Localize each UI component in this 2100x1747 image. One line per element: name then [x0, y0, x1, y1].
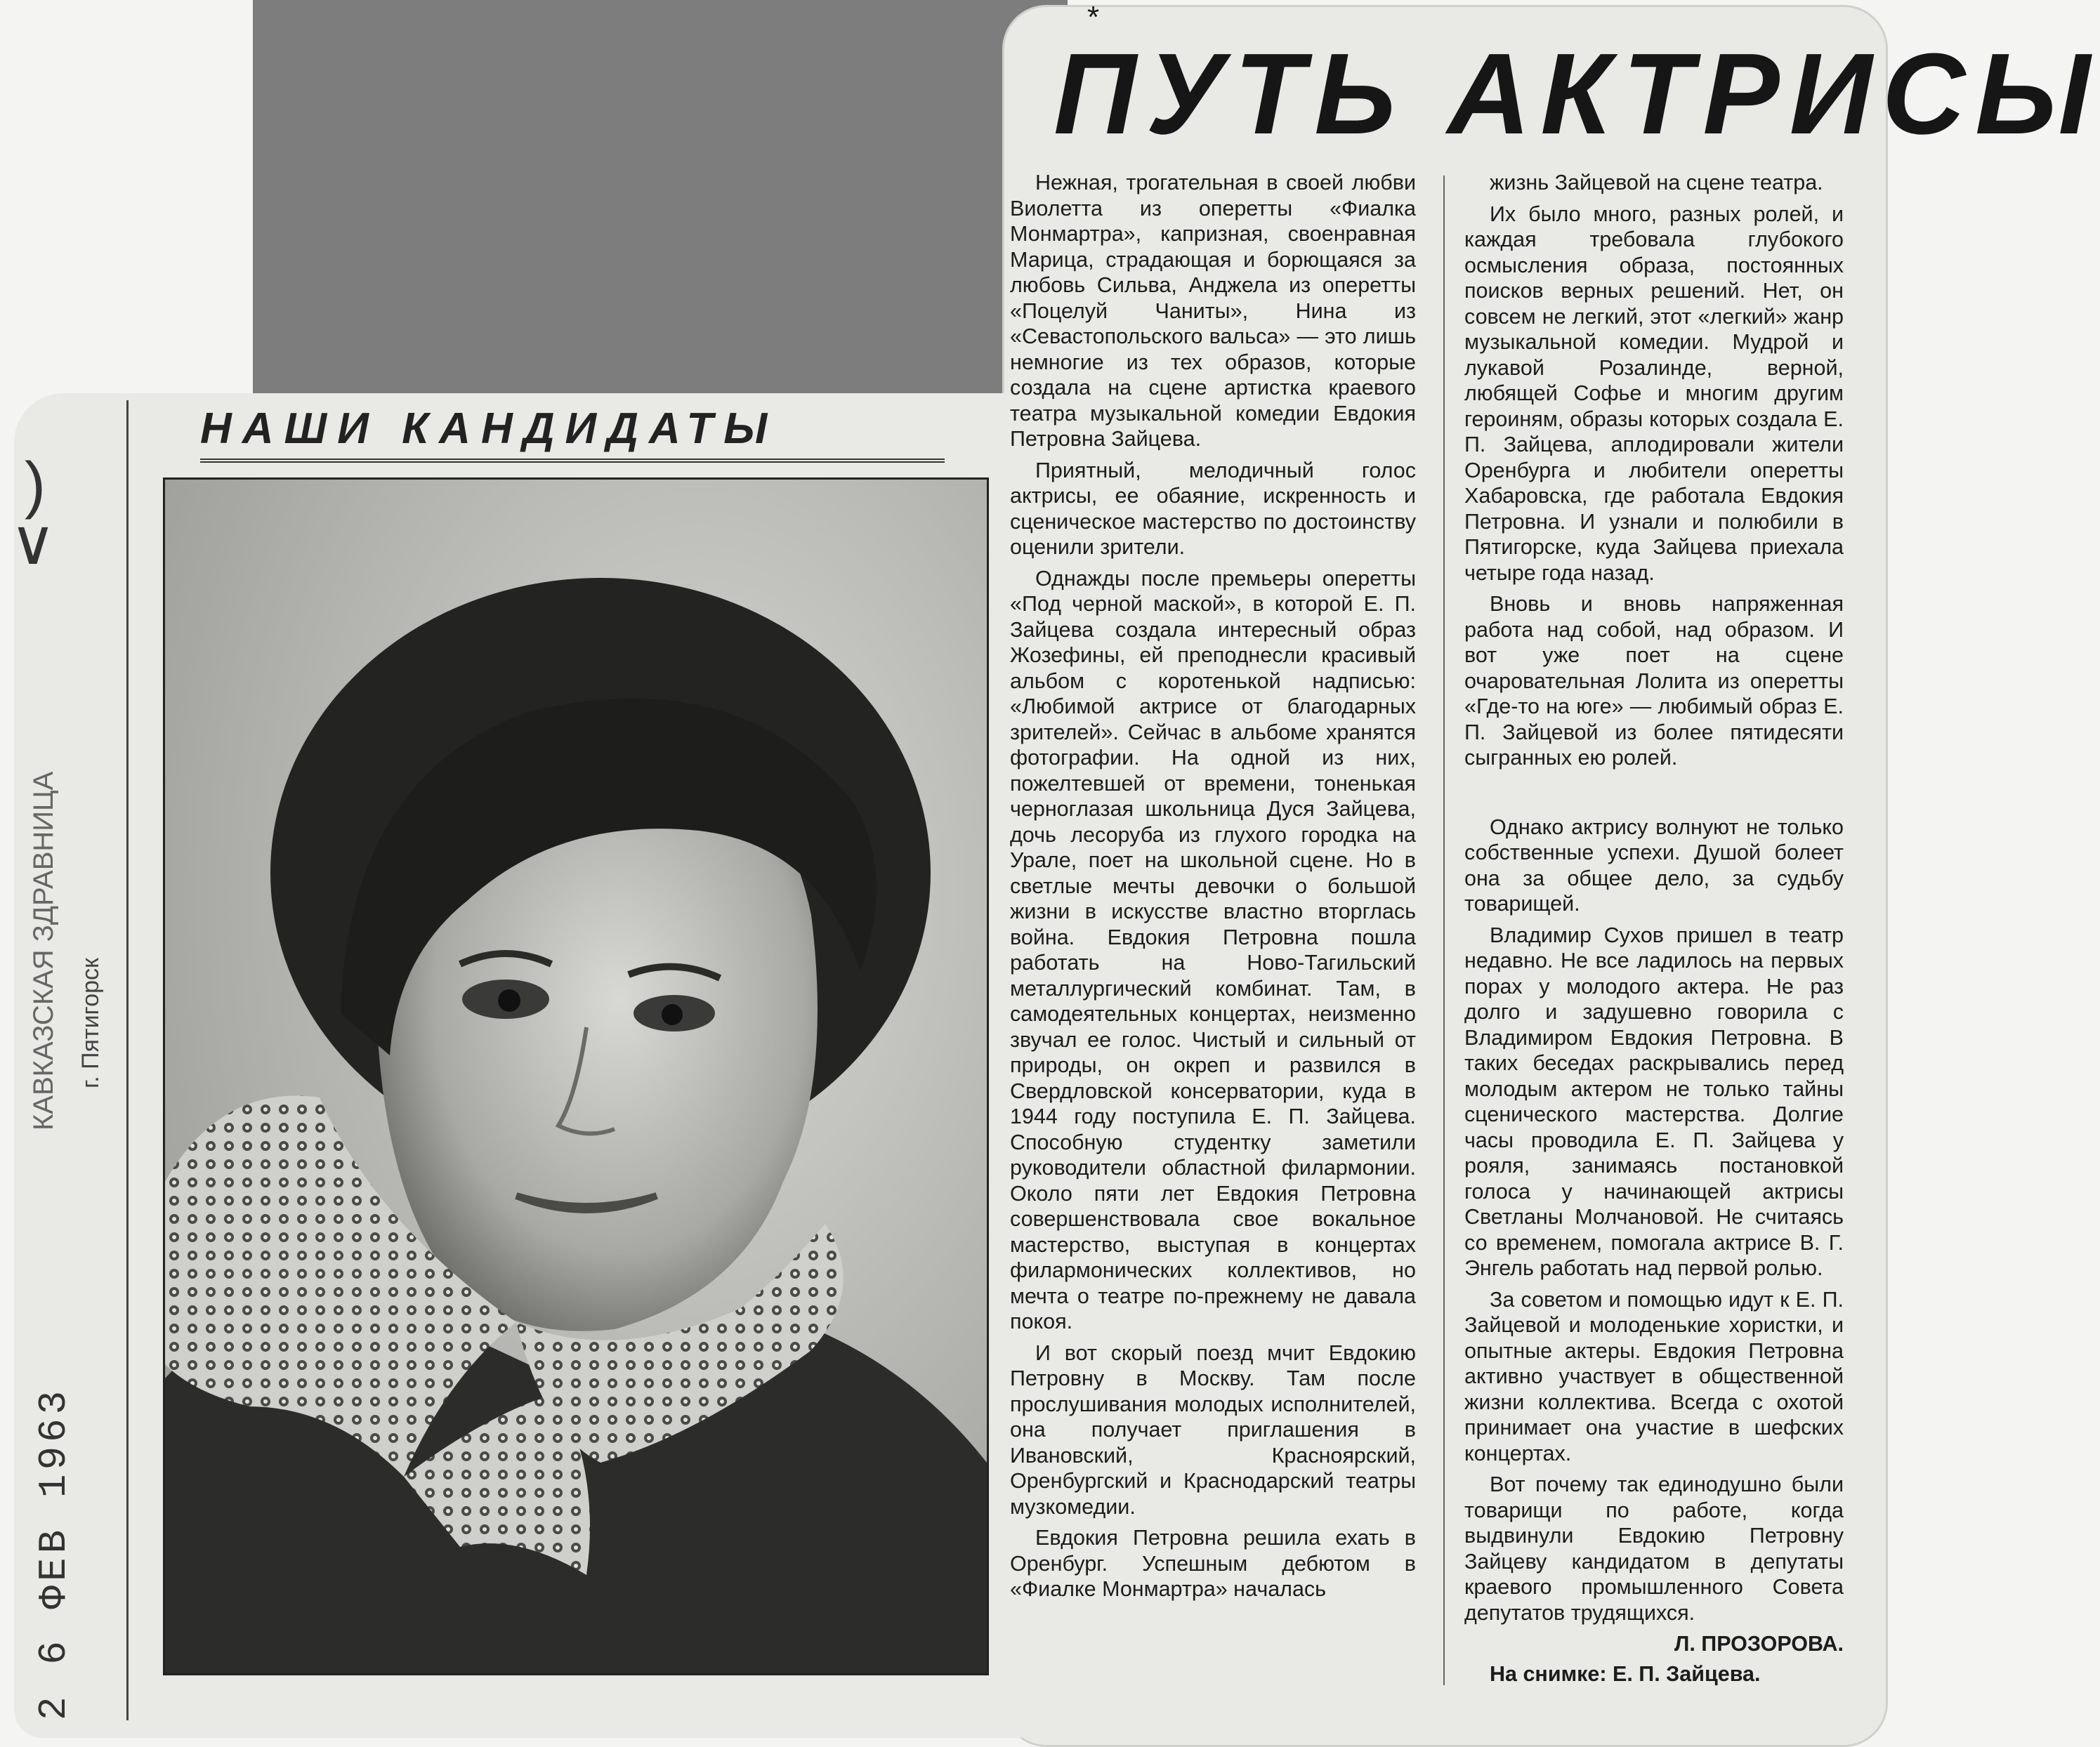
photo-caption: На снимке: Е. П. Зайцева.: [1490, 1661, 1761, 1686]
paragraph: Вновь и вновь напряженная работа над собой, над образом. И вот уже поет на сцене очаровательная Лолита из оперетты «Где-то на юге» — любимый образ Е. П. Зайцевой из более пятидесяти сыгранных ею ролей.: [1464, 592, 1844, 770]
article-column-middle: [1010, 170, 1416, 1701]
paragraph: Их было много, разных ролей, и каждая требовала глубокого осмысления образа, постоянных поисков верных решений. Нет, он совсем не легкий, этот «легкий» жанр музыкальной комедии. Мудрой и лукавой Розалинде, верной, любящей Софье и многим другим героиням, образы которых создала Е. П. Зайцева, аплодировали жители Оренбурга и любители оперетты Хабаровска, где работала Евдокия Петровна. И узнали и полюбили в Пятигорске, куда Зайцева приехала четыре года назад.: [1464, 202, 1844, 585]
paragraph: Однажды после премьеры оперетты «Под черной маской», в которой Е. П. Зайцева создала интересный образ Жозефины, ей преподнесли красивый альбом с коротенькой надписью: «Любимой актрисе от благодарных зрителей». Сейчас в альбоме хранятся фотографии. На одной из них, пожелтевшей от времени, тоненькая черноглазая школьница Дуся Зайцева, дочь лесоруба из глухого городка на Урале, поет на школьной сцене. Но в светлые мечты девочки о большой жизни в искусстве властно вторглась война. Евдокия Петровна пошла работать на Ново-Тагильский металлургический комбинат. Там, в самодеятельных концертах, неизменно звучал ее голос. Чистый и сильный от природы, он окреп и развился в Свердловской консерватории, куда в 1944 году поступила Е. П. Зайцева. Способную студентку заметили руководители областной филармонии. Около пяти лет Евдокия Петровна совершенствовала свое вокальное мастерство, выступая в концертах филармонических коллективов, но мечта о театре по-прежнему не давала покоя.: [1010, 566, 1416, 1333]
title-asterisk: *: [1087, 0, 1100, 34]
stamp-publication: КАВКАЗСКАЯ ЗДРАВНИЦА: [28, 771, 59, 1130]
paragraph: И вот скорый поезд мчит Евдокию Петровну в Москву. Там после прослушивания молодых исполнителей, она получает приглашения в Ивановский, Красноярский, Оренбургский и Краснодарский театры музкомедии.: [1010, 1340, 1416, 1519]
paragraph: За советом и помощью идут к Е. П. Зайцевой и молоденькие хористки, и опытные актеры. Евдокия Петровна активно участвует в общественной жизни коллектива. Всегда с охотой принимает она участие в шефских концертах.: [1464, 1287, 1844, 1465]
stamp-date: 2 6 ФЕВ 1963: [32, 1386, 77, 1720]
article-title: ПУТЬ АКТРИСЫ: [1054, 29, 2100, 158]
portrait-image: [165, 480, 987, 1673]
column-gap: [1464, 777, 1844, 815]
rubric-heading: НАШИ КАНДИДАТЫ: [200, 404, 945, 463]
margin-check-mark: ∨: [10, 508, 56, 578]
stamp-city: г. Пятигорск: [77, 958, 104, 1088]
column-divider: [1443, 176, 1445, 1685]
article-column-right: [1464, 170, 1844, 1701]
paragraph: Евдокия Петровна решила ехать в Оренбург. Успешным дебютом в «Фиалке Монмартра» началась: [1010, 1526, 1416, 1601]
paragraph: Однако актрису волнуют не только собственные успехи. Душой болеет она за общее дело, за судьбу товарищей.: [1464, 815, 1844, 916]
margin-bracket-mark: ): [25, 450, 46, 520]
portrait-photo: [163, 477, 989, 1675]
dark-background: [253, 0, 1068, 393]
author-signature: Л. ПРОЗОРОВА.: [1674, 1632, 1844, 1656]
paragraph: Вот почему так единодушно были товарищи по работе, когда выдвинули Евдокию Петровну Зайцеву кандидатом в депутаты краевого промышленного Совета депутатов трудящихся.: [1464, 1472, 1844, 1625]
paragraph: жизнь Зайцевой на сцене театра.: [1490, 171, 1823, 195]
paragraph: Нежная, трогательная в своей любви Виолетта из оперетты «Фиалка Монмартра», капризная, своенравная Марица, страдающая и борющаяся за любовь Сильва, Анджела из оперетты «Поцелуй Чаниты», Нина из «Севастопольского вальса» — это лишь немногие из тех образов, которые создала на сцене артистка краевого театра музыкальной комедии Евдокия Петровна Зайцева.: [1010, 171, 1416, 451]
paragraph: Приятный, мелодичный голос актрисы, ее обаяние, искренность и сценическое мастерство по достоинству оценили зрители.: [1010, 458, 1416, 559]
paragraph: Владимир Сухов пришел в театр недавно. Не все ладилось на первых порах у молодого актера. Не раз долго и задушевно говорила с Владимиром Евдокия Петровна. В таких беседах раскрывались перед молодым актером не только тайны сценического мастерства. Долгие часы проводила Е. П. Зайцева у рояля, занимаясь постановкой голоса у начинающей актрисы Светланы Молчановой. Не считаясь со временем, помогала актрисе В. Г. Энгель работать над первой ролью.: [1464, 923, 1844, 1280]
